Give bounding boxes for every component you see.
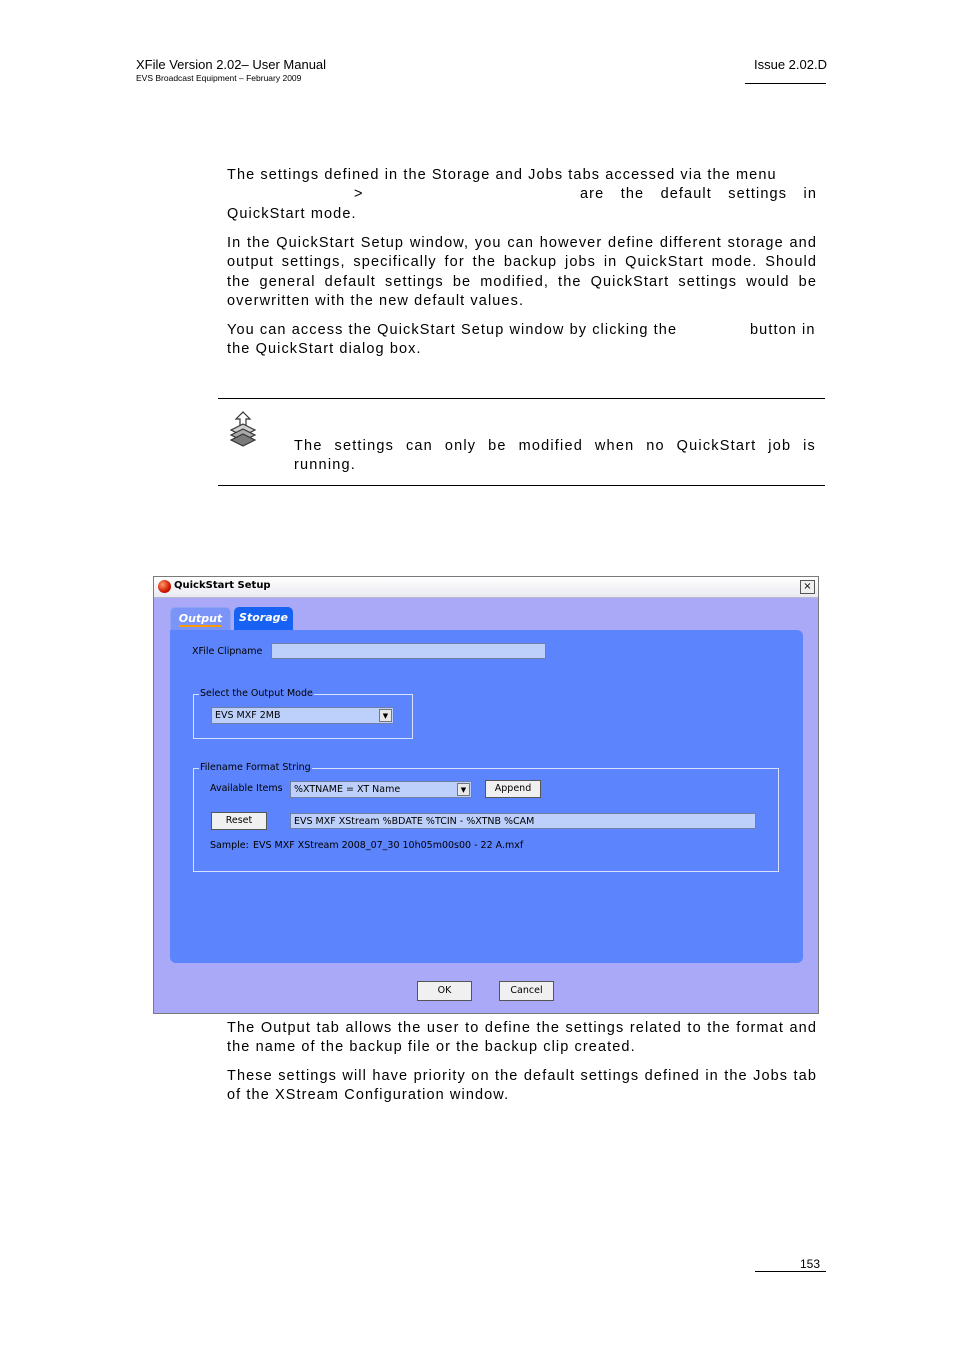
cancel-button[interactable]: Cancel (499, 981, 554, 1001)
paragraph-3-line-1: You can access the QuickStart Setup window by clicking the (227, 322, 678, 338)
note-icon (228, 410, 258, 450)
app-icon (158, 580, 171, 593)
chevron-down-icon[interactable]: ▼ (457, 783, 470, 796)
sample-value: EVS MXF XStream 2008_07_30 10h05m00s00 - 22 A.mxf (253, 840, 524, 851)
output-mode-group-label: Select the Output Mode (200, 688, 313, 699)
chevron-down-icon[interactable]: ▼ (379, 709, 392, 722)
note-top-rule (218, 398, 825, 399)
paragraph-1-line-2: are the default settings in (580, 186, 817, 202)
manual-subtitle: EVS Broadcast Equipment – February 2009 (136, 73, 302, 83)
tab-storage[interactable]: Storage (234, 607, 293, 630)
output-tab-panel (170, 630, 803, 963)
clipname-label: XFile Clipname (192, 646, 263, 657)
tab-output-label: Output (178, 612, 223, 625)
output-mode-group (193, 688, 413, 739)
page-number: 153 (800, 1257, 821, 1271)
note-bottom-rule (218, 485, 825, 486)
ok-button[interactable]: OK (417, 981, 472, 1001)
format-string-input[interactable]: EVS MXF XStream %BDATE %TCIN - %XTNB %CAM (290, 813, 756, 829)
paragraph-1-arrow: > (354, 186, 363, 202)
window-title: QuickStart Setup (174, 580, 271, 591)
available-items-select[interactable] (290, 781, 472, 798)
paragraph-1-line-1: The settings defined in the Storage and Jobs tabs accessed via the menu (227, 167, 777, 183)
append-button[interactable]: Append (485, 780, 541, 798)
available-items-label: Available Items (210, 783, 283, 794)
reset-button[interactable]: Reset (211, 812, 267, 830)
paragraph-4: The Output tab allows the user to define the settings related to the format and the name of the backup file or the backup clip created. (227, 1020, 817, 1056)
paragraph-5: These settings will have priority on the default settings defined in the Jobs tab of the XStream Configuration window. (227, 1068, 817, 1104)
clipname-input[interactable] (271, 643, 546, 659)
header-rule (745, 83, 826, 84)
paragraph-3-button-ref: button in (750, 322, 816, 338)
filename-format-group-label: Filename Format String (200, 762, 311, 773)
quickstart-setup-window (153, 576, 819, 1014)
footer-rule (755, 1271, 826, 1272)
output-mode-value: EVS MXF 2MB (215, 710, 281, 721)
tab-output[interactable] (170, 607, 231, 632)
paragraph-2: In the QuickStart Setup window, you can however define different storage and output settings, specifically for the backup jobs in QuickStart mode. Should the general default settings be modified, the QuickStart settings would be overwritten with the new default values. (227, 235, 817, 309)
paragraph-1-line-3: QuickStart mode. (227, 206, 357, 222)
output-mode-select[interactable] (211, 707, 394, 724)
manual-title: XFile Version 2.02– User Manual (136, 57, 327, 72)
note-text: The settings can only be modified when no QuickStart job is running. (294, 438, 816, 474)
sample-label: Sample: (210, 840, 249, 851)
paragraph-3-line-2: the QuickStart dialog box. (227, 341, 422, 357)
close-button[interactable]: × (800, 580, 815, 594)
filename-format-group (193, 762, 779, 872)
issue-number: Issue 2.02.D (754, 57, 827, 72)
available-items-value: %XTNAME = XT Name (294, 784, 401, 795)
title-bar (154, 577, 818, 598)
